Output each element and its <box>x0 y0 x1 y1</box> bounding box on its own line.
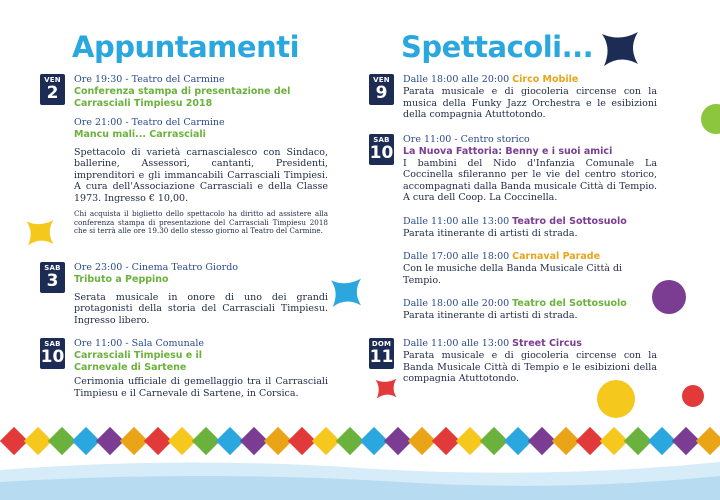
green-dot-confetti-icon <box>701 104 720 134</box>
red-star-confetti-icon <box>372 374 400 402</box>
event-description: Cerimonia ufficiale di gemellaggio tra il Carrasciali Timpiesu e il Carnevale di Sartene, in Corsica. <box>74 376 328 399</box>
navy-star-confetti-icon <box>596 24 644 72</box>
day-number: 2 <box>46 83 59 103</box>
day-number: 11 <box>369 347 394 367</box>
event-note: Chi acquista il biglietto dello spettacolo ha diritto ad assistere alla conferenza stampa di presentazione del Carrasciali Timpiesu 2018 che si terrà alle ore 19.30 dello stesso giorno al Teatro del Carmine. <box>74 209 328 236</box>
event-time: Ore 21:00 - Teatro del Carmine <box>74 117 225 128</box>
event-description: Spettacolo di varietà carnascialesco con Sindaco, ballerine, Assessori, cantanti, Presidenti, imprenditori e gli immancabili Carrasciali Timpiesi. A cura dell'Associazione Carrasciali e della Classe 1973. Ingresso € 10,00. <box>74 146 328 204</box>
appuntamenti-title: Appuntamenti <box>72 30 300 64</box>
red-dot-confetti-icon <box>682 385 704 407</box>
event-time: Dalle 11:00 alle 13:00 <box>403 215 510 227</box>
event-title: Teatro del Sottosuolo <box>512 215 627 227</box>
event-title: Street Circus <box>512 338 582 349</box>
yellow-dot-confetti-icon <box>597 380 635 418</box>
event-time: Ore 11:00 - Sala Comunale <box>74 338 205 349</box>
day-number: 9 <box>375 83 388 103</box>
diamond-shape <box>696 427 720 455</box>
event-time: Ore 23:00 - Cinema Teatro Giordo <box>74 262 239 273</box>
day-number: 10 <box>369 143 394 163</box>
day-name: SAB <box>44 264 61 272</box>
event-description: I bambini del Nido d'Infanzia Comunale La Coccinella sfileranno per le vie del centro storico, accompagnati dalla Banda musicale Città di Tempio. A cura dell Coop. La Coccinella. <box>403 157 657 203</box>
event-time: Ore 19:30 - Teatro del Carmine <box>74 74 225 85</box>
blue-star-confetti-icon <box>326 272 366 312</box>
event-time: Dalle 18:00 alle 20:00 <box>403 74 510 85</box>
event-description: Parata musicale e di giocoleria circense con la Banda Musicale Città di Tempio e le esibizioni della compagnia Atuttotondo. <box>403 350 657 384</box>
event-description: Parata musicale e di giocoleria circense con la musica della Funky Jazz Orchestra e le esibizioni della compagnia Atuttotondo. <box>403 86 657 120</box>
day-name: SAB <box>373 136 390 144</box>
day-badge <box>40 74 65 105</box>
blue-wave-decoration <box>0 452 720 500</box>
spettacoli-title: Spettacoli... <box>401 30 594 64</box>
day-name: VEN <box>373 76 390 84</box>
event-time-line <box>403 216 657 228</box>
event-time-line <box>403 74 657 86</box>
event-time: Dalle 18:00 alle 20:00 <box>403 298 510 309</box>
event-time: Dalle 11:00 alle 13:00 <box>403 338 510 349</box>
day-badge <box>40 338 65 369</box>
event-time-line <box>403 251 657 263</box>
event-title: Circo Mobile <box>512 74 579 85</box>
event-title: Conferenza stampa di presentazione del Carrasciali Timpiesu 2018 <box>74 86 291 109</box>
harlequin-diamond-border <box>0 425 720 459</box>
yellow-star-confetti-icon <box>22 214 58 250</box>
day-badge <box>40 262 65 293</box>
event-time: Dalle 17:00 alle 18:00 <box>403 251 510 262</box>
event-title: Mancu mali... Carrasciali <box>74 129 206 140</box>
event-title: Tributo a Peppino <box>74 274 169 285</box>
event-description: Parata itinerante di artisti di strada. <box>403 227 578 239</box>
event-time: Ore 11:00 - Centro storico <box>403 134 530 145</box>
event-description: Serata musicale in onore di uno dei grandi protagonisti della storia del Carrasciali Timpiesu. Ingresso libero. <box>74 291 328 326</box>
event-description: Con le musiche della Banda Musicale Città di Tempio. <box>403 263 623 286</box>
event-time-line <box>403 338 657 350</box>
purple-dot-confetti-icon <box>652 280 686 314</box>
event-description: Parata itinerante di artisti di strada. <box>403 310 578 321</box>
event-title: Carnaval Parade <box>512 251 601 262</box>
day-number: 3 <box>46 271 59 291</box>
day-badge <box>369 74 394 105</box>
day-name: VEN <box>44 76 61 84</box>
event-title: Carrasciali Timpiesu e il Carnevale di Sartene <box>74 350 203 373</box>
day-number: 10 <box>40 347 65 367</box>
event-title: Teatro del Sottosuolo <box>512 298 627 309</box>
event-time-line <box>403 298 657 310</box>
day-badge <box>369 134 394 165</box>
day-name: SAB <box>44 340 61 348</box>
day-name: DOM <box>371 340 392 348</box>
event-title: La Nuova Fattoria: Benny e i suoi amici <box>403 146 613 157</box>
day-badge <box>369 338 394 369</box>
